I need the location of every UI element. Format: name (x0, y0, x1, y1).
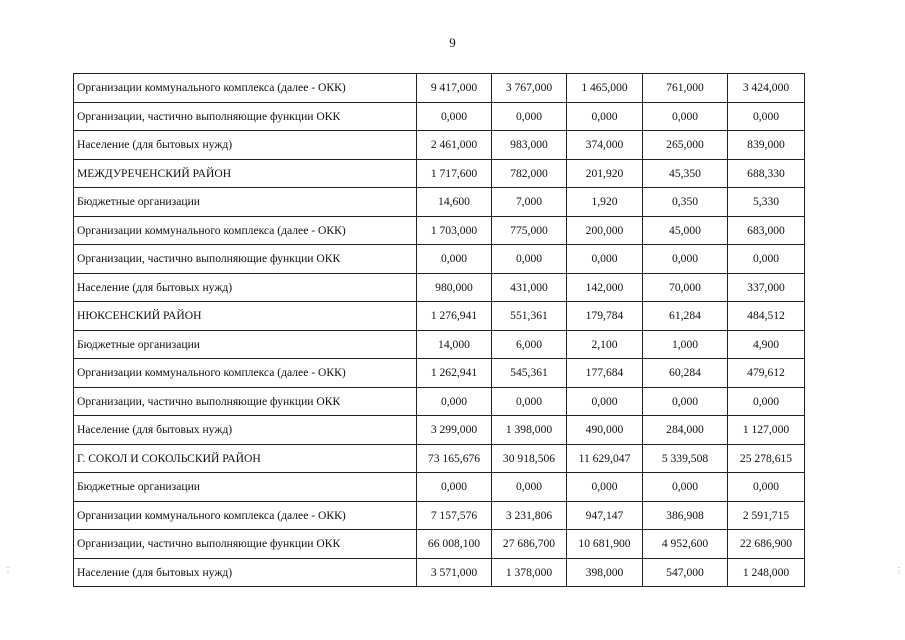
row-label: НЮКСЕНСКИЙ РАЙОН (74, 302, 417, 331)
value-cell-2: 0,000 (492, 102, 567, 131)
value-cell-3: 1 465,000 (567, 74, 643, 103)
value-cell-1: 1 276,941 (417, 302, 492, 331)
value-cell-1: 73 165,676 (417, 444, 492, 473)
value-cell-4: 761,000 (643, 74, 728, 103)
table-row (74, 74, 805, 103)
value-cell-5: 5,330 (728, 188, 805, 217)
table-row (74, 159, 805, 188)
value-cell-1: 0,000 (417, 387, 492, 416)
value-cell-4: 61,284 (643, 302, 728, 331)
value-cell-2: 3 767,000 (492, 74, 567, 103)
value-cell-3: 177,684 (567, 359, 643, 388)
row-label: Организации коммунального комплекса (далее - ОКК) (74, 359, 417, 388)
value-cell-2: 551,361 (492, 302, 567, 331)
table-row (74, 416, 805, 445)
value-cell-4: 5 339,508 (643, 444, 728, 473)
value-cell-5: 337,000 (728, 273, 805, 302)
row-label: Организации, частично выполняющие функции ОКК (74, 530, 417, 559)
table-row (74, 359, 805, 388)
value-cell-3: 2,100 (567, 330, 643, 359)
value-cell-1: 14,000 (417, 330, 492, 359)
table-row (74, 273, 805, 302)
value-cell-5: 1 127,000 (728, 416, 805, 445)
value-cell-4: 45,000 (643, 216, 728, 245)
value-cell-3: 200,000 (567, 216, 643, 245)
value-cell-4: 45,350 (643, 159, 728, 188)
value-cell-1: 0,000 (417, 102, 492, 131)
value-cell-2: 782,000 (492, 159, 567, 188)
consumption-table (73, 73, 805, 587)
value-cell-5: 25 278,615 (728, 444, 805, 473)
value-cell-2: 30 918,506 (492, 444, 567, 473)
table-row (74, 330, 805, 359)
left-edge-mark: ⋮ (4, 566, 12, 575)
value-cell-3: 10 681,900 (567, 530, 643, 559)
value-cell-1: 1 262,941 (417, 359, 492, 388)
value-cell-4: 4 952,600 (643, 530, 728, 559)
value-cell-1: 3 299,000 (417, 416, 492, 445)
value-cell-5: 0,000 (728, 102, 805, 131)
value-cell-1: 0,000 (417, 245, 492, 274)
row-label: Бюджетные организации (74, 188, 417, 217)
value-cell-5: 4,900 (728, 330, 805, 359)
value-cell-4: 0,000 (643, 102, 728, 131)
value-cell-2: 6,000 (492, 330, 567, 359)
value-cell-2: 775,000 (492, 216, 567, 245)
value-cell-1: 1 717,600 (417, 159, 492, 188)
value-cell-5: 22 686,900 (728, 530, 805, 559)
value-cell-3: 947,147 (567, 501, 643, 530)
value-cell-3: 1,920 (567, 188, 643, 217)
table-row (74, 188, 805, 217)
value-cell-4: 1,000 (643, 330, 728, 359)
value-cell-3: 0,000 (567, 102, 643, 131)
right-edge-mark: ⋮ (895, 566, 903, 575)
row-label: Организации коммунального комплекса (далее - ОКК) (74, 216, 417, 245)
value-cell-2: 0,000 (492, 473, 567, 502)
page-number: 9 (449, 35, 456, 50)
table-row (74, 444, 805, 473)
value-cell-1: 980,000 (417, 273, 492, 302)
value-cell-5: 683,000 (728, 216, 805, 245)
value-cell-4: 0,000 (643, 245, 728, 274)
row-label: Организации, частично выполняющие функции ОКК (74, 102, 417, 131)
value-cell-3: 0,000 (567, 473, 643, 502)
table-row (74, 501, 805, 530)
table-row (74, 530, 805, 559)
value-cell-3: 398,000 (567, 558, 643, 587)
value-cell-2: 431,000 (492, 273, 567, 302)
value-cell-1: 7 157,576 (417, 501, 492, 530)
value-cell-3: 374,000 (567, 131, 643, 160)
value-cell-2: 3 231,806 (492, 501, 567, 530)
value-cell-4: 0,000 (643, 387, 728, 416)
value-cell-4: 284,000 (643, 416, 728, 445)
row-label: Население (для бытовых нужд) (74, 416, 417, 445)
value-cell-2: 545,361 (492, 359, 567, 388)
value-cell-5: 3 424,000 (728, 74, 805, 103)
value-cell-4: 0,000 (643, 473, 728, 502)
row-label: Бюджетные организации (74, 473, 417, 502)
value-cell-2: 1 398,000 (492, 416, 567, 445)
value-cell-5: 839,000 (728, 131, 805, 160)
value-cell-1: 2 461,000 (417, 131, 492, 160)
value-cell-4: 60,284 (643, 359, 728, 388)
table-row (74, 558, 805, 587)
value-cell-1: 0,000 (417, 473, 492, 502)
value-cell-2: 7,000 (492, 188, 567, 217)
value-cell-3: 0,000 (567, 387, 643, 416)
value-cell-1: 14,600 (417, 188, 492, 217)
value-cell-2: 27 686,700 (492, 530, 567, 559)
row-label: Организации, частично выполняющие функции ОКК (74, 245, 417, 274)
value-cell-3: 490,000 (567, 416, 643, 445)
row-label: Организации коммунального комплекса (далее - ОКК) (74, 501, 417, 530)
value-cell-2: 983,000 (492, 131, 567, 160)
value-cell-5: 0,000 (728, 473, 805, 502)
value-cell-4: 70,000 (643, 273, 728, 302)
table-row (74, 102, 805, 131)
value-cell-3: 179,784 (567, 302, 643, 331)
row-label: Г. СОКОЛ И СОКОЛЬСКИЙ РАЙОН (74, 444, 417, 473)
value-cell-5: 479,612 (728, 359, 805, 388)
value-cell-5: 2 591,715 (728, 501, 805, 530)
value-cell-4: 386,908 (643, 501, 728, 530)
value-cell-4: 0,350 (643, 188, 728, 217)
row-label: Бюджетные организации (74, 330, 417, 359)
value-cell-3: 142,000 (567, 273, 643, 302)
row-label: Население (для бытовых нужд) (74, 273, 417, 302)
row-label: МЕЖДУРЕЧЕНСКИЙ РАЙОН (74, 159, 417, 188)
table-row (74, 216, 805, 245)
value-cell-4: 547,000 (643, 558, 728, 587)
value-cell-5: 0,000 (728, 387, 805, 416)
value-cell-3: 201,920 (567, 159, 643, 188)
value-cell-2: 1 378,000 (492, 558, 567, 587)
row-label: Население (для бытовых нужд) (74, 558, 417, 587)
table-row (74, 131, 805, 160)
table-body (74, 74, 805, 587)
table-row (74, 245, 805, 274)
value-cell-4: 265,000 (643, 131, 728, 160)
value-cell-5: 0,000 (728, 245, 805, 274)
table-row (74, 387, 805, 416)
value-cell-1: 3 571,000 (417, 558, 492, 587)
value-cell-5: 688,330 (728, 159, 805, 188)
value-cell-5: 1 248,000 (728, 558, 805, 587)
table-row (74, 302, 805, 331)
row-label: Население (для бытовых нужд) (74, 131, 417, 160)
row-label: Организации, частично выполняющие функции ОКК (74, 387, 417, 416)
row-label: Организации коммунального комплекса (далее - ОКК) (74, 74, 417, 103)
value-cell-1: 9 417,000 (417, 74, 492, 103)
value-cell-3: 0,000 (567, 245, 643, 274)
value-cell-3: 11 629,047 (567, 444, 643, 473)
value-cell-5: 484,512 (728, 302, 805, 331)
table-row (74, 473, 805, 502)
value-cell-2: 0,000 (492, 245, 567, 274)
value-cell-1: 66 008,100 (417, 530, 492, 559)
value-cell-1: 1 703,000 (417, 216, 492, 245)
value-cell-2: 0,000 (492, 387, 567, 416)
